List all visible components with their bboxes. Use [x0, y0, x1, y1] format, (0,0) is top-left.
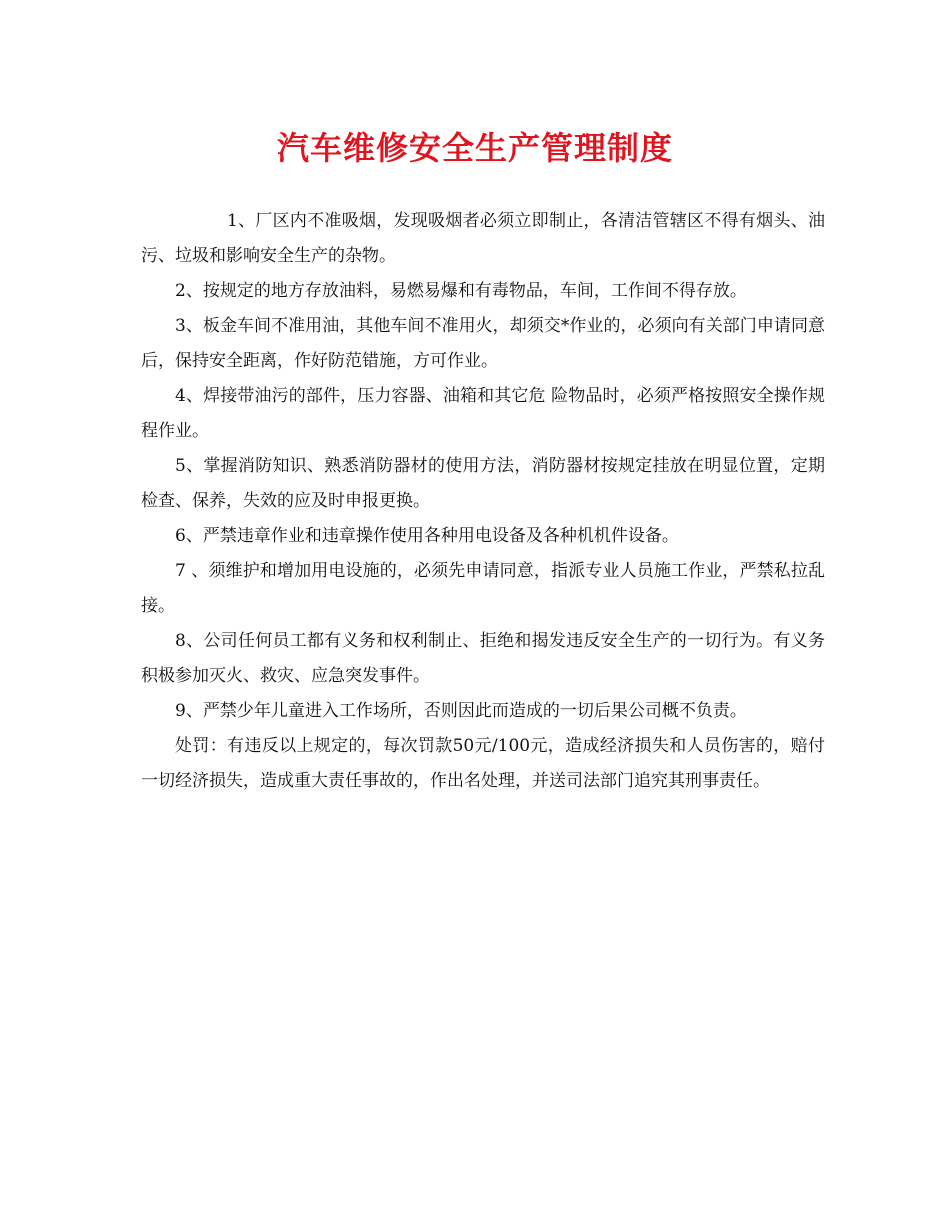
- rule-paragraph-4: 4、焊接带油污的部件，压力容器、油箱和其它危 险物品时，必须严格按照安全操作规程作业。: [141, 386, 825, 441]
- document-body: [141, 204, 825, 799]
- rule-paragraph-1: 1、厂区内不准吸烟，发现吸烟者必须立即制止，各清洁管辖区不得有烟头、油污、垃圾和影响安全生产的杂物。: [141, 211, 825, 266]
- penalty-paragraph: 处罚：有违反以上规定的，每次罚款50元/100元，造成经济损失和人员伤害的，赔付一切经济损失，造成重大责任事故的，作出名处理，并送司法部门追究其刑事责任。: [141, 736, 825, 791]
- rule-paragraph-5: 5、掌握消防知识、熟悉消防器材的使用方法，消防器材按规定挂放在明显位置，定期检查、保养，失效的应及时申报更换。: [141, 456, 825, 511]
- rule-paragraph-2: 2、按规定的地方存放油料，易燃易爆和有毒物品，车间，工作间不得存放。: [175, 281, 747, 301]
- rule-paragraph-9: 9、严禁少年儿童进入工作场所，否则因此而造成的一切后果公司概不负责。: [175, 701, 747, 721]
- rule-paragraph-7: 7 、须维护和增加用电设施的，必须先申请同意，指派专业人员施工作业，严禁私拉乱接。: [141, 561, 825, 616]
- rule-paragraph-6: 6、严禁违章作业和违章操作使用各种用电设备及各种机机件设备。: [175, 526, 679, 546]
- rule-paragraph-8: 8、公司任何员工都有义务和权利制止、拒绝和揭发违反安全生产的一切行为。有义务积极参加灭火、救灾、应急突发事件。: [141, 631, 825, 686]
- document-title: 汽车维修安全生产管理制度: [276, 129, 673, 167]
- rule-paragraph-3: 3、板金车间不准用油，其他车间不准用火，却须交*作业的，必须向有关部门申请同意后，保持安全距离，作好防范错施，方可作业。: [141, 316, 825, 371]
